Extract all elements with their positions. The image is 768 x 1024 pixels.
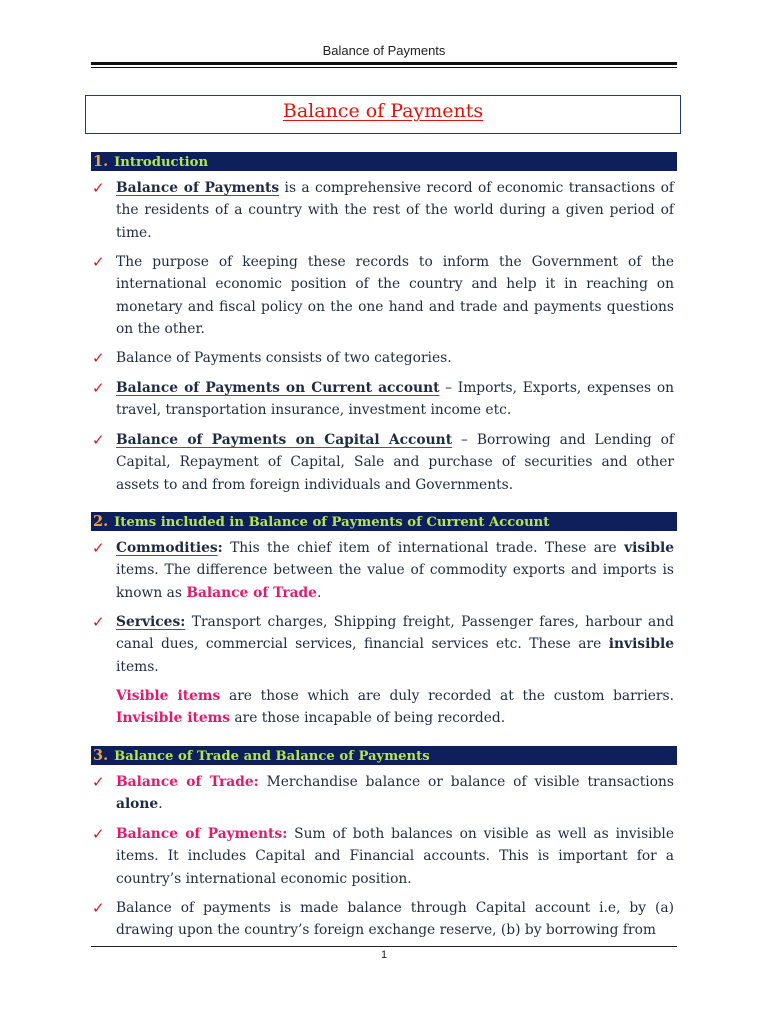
bullet-item [92,897,674,942]
emphasis: invisible [608,636,674,653]
bullet-text: Transport charges, Shipping freight, Passenger fares, harbour and canal dues, commercial services, financial services etc. These are [116,614,674,653]
section-title: Items included in Balance of Payments of Current Account [114,515,550,530]
bullet-text: This the chief item of international trade. These are [222,540,625,556]
title-box [85,95,681,134]
term-colon: : [217,540,223,556]
page-title: Balance of Payments [282,100,484,122]
check-icon: ✓ [92,349,105,367]
section-heading-introduction [91,152,677,171]
check-icon: ✓ [92,899,105,917]
highlight: Visible items [116,688,221,704]
bullet-text: Balance of Payments consists of two categories. [116,350,452,366]
check-icon: ✓ [92,539,105,557]
running-header: Balance of Payments [322,43,446,58]
header-rule-thin [91,67,677,68]
check-icon: ✓ [92,253,105,271]
check-icon: ✓ [92,773,105,791]
bullet-text: – Borrowing and Lending of Capital, Repayment of Capital, Sale and purchase of securities and other assets to and from foreign individuals and Governments. [116,432,674,493]
check-icon: ✓ [92,613,105,631]
check-icon: ✓ [92,825,105,843]
section-number: 1. [93,153,109,170]
bullet-item [92,823,674,890]
page-number: 1 [380,949,388,961]
highlight: Balance of Trade [186,584,317,601]
bullet-item [92,771,674,816]
highlight: Invisible items [116,710,230,727]
section-heading-balance-of-trade [91,746,677,765]
bullet-text: . [316,584,322,601]
paragraph-text: are those incapable of being recorded. [229,710,506,727]
term: Balance of Payments [116,180,280,196]
footer-rule [91,946,677,947]
bullet-text: Sum of both balances on visible as well as invisible items. It includes Capital and Financial accounts. This is important for a country’s international economic position. [116,826,674,887]
bullet-item [92,347,674,369]
bullet-text: items. [116,658,159,675]
highlight: Balance of Trade: [116,774,259,790]
bullet-item [92,377,675,422]
bullet-text: Merchandise balance or balance of visible transactions [258,774,674,790]
check-icon: ✓ [92,379,105,397]
check-icon: ✓ [92,179,105,197]
section-number: 2. [93,513,109,530]
term: Balance of Payments on Capital Account [116,432,453,448]
term: Commodities [116,540,218,556]
bullet-item [92,429,674,496]
bullet-item [92,611,674,678]
bullet-item [92,251,674,340]
bullet-item [92,177,674,244]
paragraph-text: are those which are duly recorded at the custom barriers. [220,688,674,704]
emphasis: alone [116,796,159,813]
highlight: Balance of Payments: [116,826,288,842]
term: Services: [116,614,186,630]
paragraph [116,685,674,730]
bullet-text: items. The difference between the value of commodity exports and imports is known as [116,562,674,601]
header-rule [91,62,677,65]
bullet-text: Balance of payments is made balance through Capital account i.e, by (a) drawing upon the country’s foreign exchange reserve, (b) by borrowing from [116,900,674,939]
check-icon: ✓ [92,431,105,449]
section-title: Balance of Trade and Balance of Payments [114,749,430,764]
bullet-text: . [158,796,163,813]
section-number: 3. [93,747,109,764]
section-title: Introduction [114,155,209,170]
section-heading-current-account [91,512,677,531]
bullet-text: – Imports, Exports, expenses on travel, transportation insurance, investment income etc. [116,380,675,419]
emphasis: visible [624,540,674,556]
bullet-item [92,537,674,604]
bullet-text: The purpose of keeping these records to inform the Government of the international economic position of the country and help it in reaching on monetary and fiscal policy on the one hand and trade and payments questions on the other. [116,254,674,337]
bullet-text: is a comprehensive record of economic transactions of the residents of a country with the rest of the world during a given period of time. [116,180,674,241]
term: Balance of Payments on Current account [116,380,440,396]
